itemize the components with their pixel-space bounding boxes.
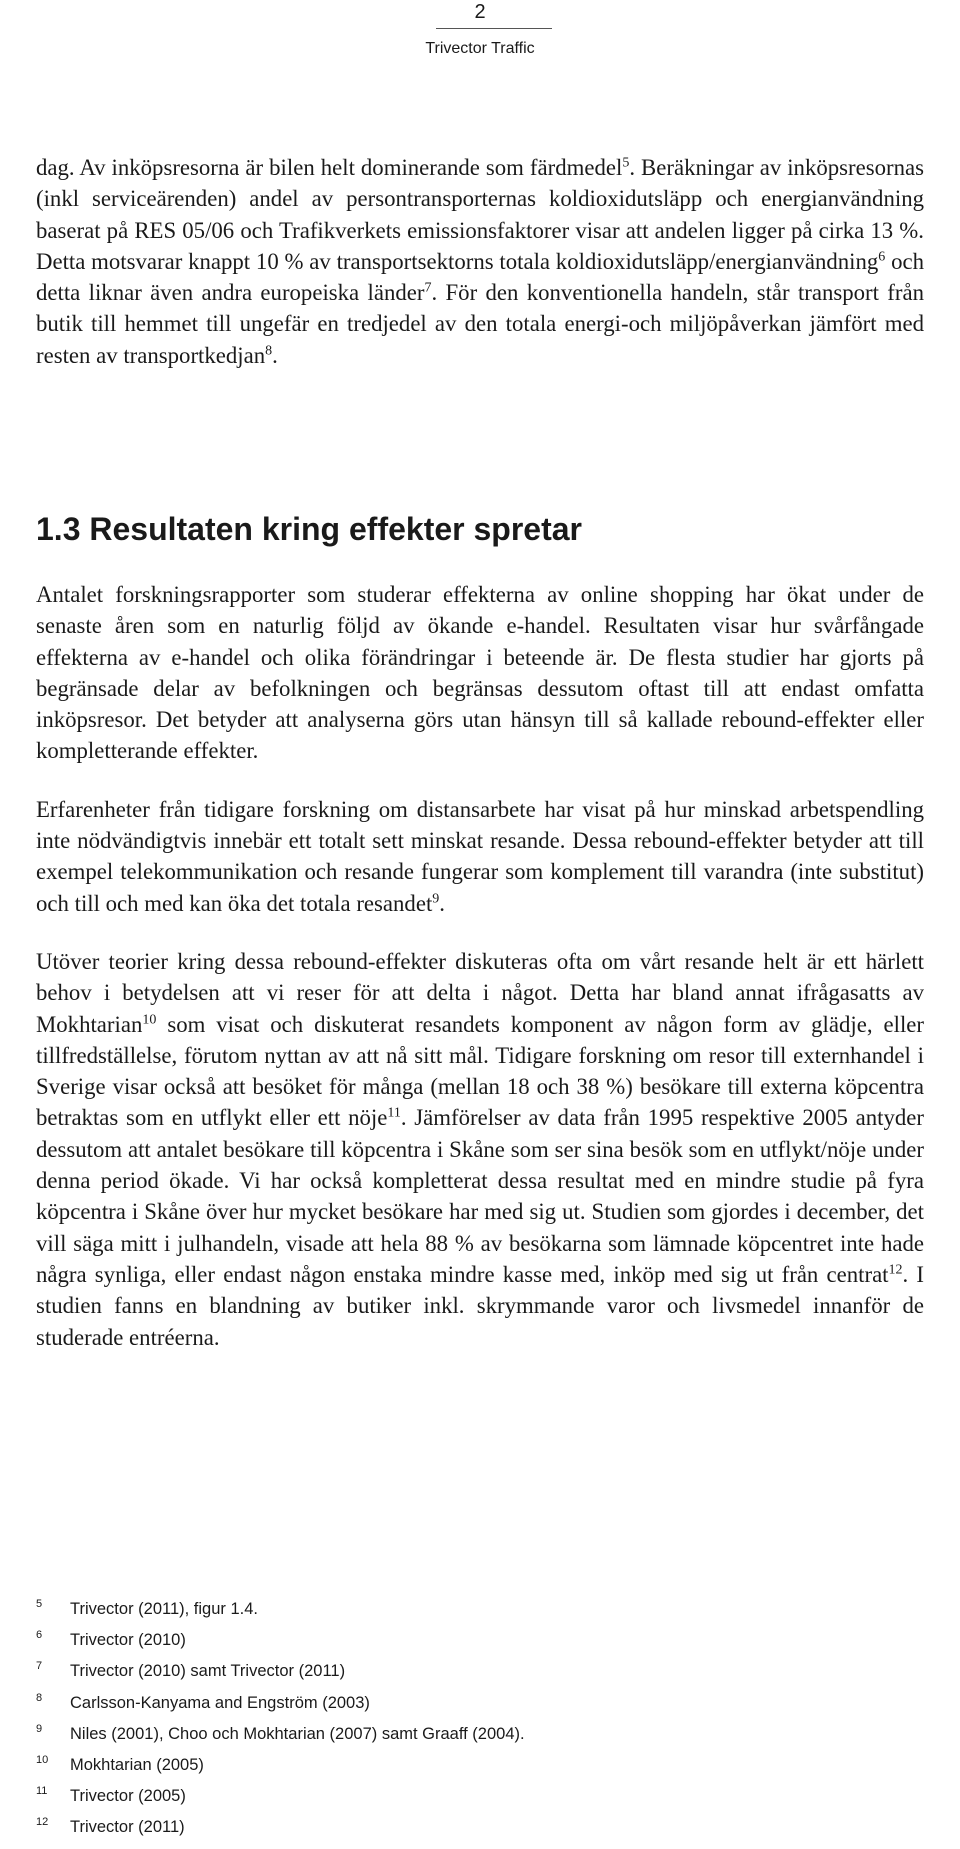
paragraph: Erfarenheter från tidigare forskning om distansarbete har visat på hur minskad arbetspendling inte nödvändigtvis innebär ett totalt sett minskat resande. Dessa rebound-effekter betyder att till exempel telekommunikation och resande fungerar som komplement till varandra (inte substitut) och till och med kan öka det totala resandet$^9$. (36, 796, 924, 916)
footnote (36, 1724, 924, 1755)
section-body (36, 579, 924, 1380)
footnote-number: 12 (36, 1816, 49, 1829)
footnote-ref: 5 (622, 155, 630, 171)
running-head: Trivector Traffic (425, 40, 535, 57)
footnote-number: 7 (36, 1660, 43, 1673)
footnote-text: Trivector (2005) (70, 1787, 186, 1806)
footnote-text: Trivector (2011) (70, 1818, 185, 1837)
footnote-ref: 8 (265, 343, 273, 359)
footnote (36, 1786, 924, 1817)
footnote-ref: 11 (387, 1105, 401, 1121)
paragraph: Utöver teorier kring dessa rebound-effekter diskuteras ofta om vårt resande helt är ett härlett behov i betydelsen att vi reser för att delta i något. Detta har bland annat ifrågasatts av Mokhtarian$^{10}$ som visat och diskuterat resandets komponent av någon form av glädje, eller tillfredställelse, förutom nyttan av att nå sitt mål. Tidigare forskning om resor till externhandel i Sverige visar också att besöket för många (mellan 18 och 38 %) besökare till externa köpcentra betraktas som en utflykt eller ett nöje$^{11}$. Jämförelser av data från 1995 respektive 2005 antyder dessutom att antalet besökare till köpcentra i Skåne som ser sina besök som en utflykt/nöje under denna period ökade. Vi har också kompletterat dessa resultat med en mindre studie på fyra köpcentra i Skåne över hur mycket besökare har med sig ut. Studien som gjordes i december, det vill säga mitt i julhandeln, visade att hela 88 % av besökarna som lämnade köpcentret inte hade några synliga, eller endast någon enstaka mindre kasse med, inköp med sig ut från centrat$^{12}$. I studien fanns en blandning av butiker inkl. skrymmande varor och livsmedel innanför de studerade entréerna. (36, 948, 924, 1350)
footnote-ref: 9 (432, 891, 440, 907)
paragraph: Antalet forskningsrapporter som studerar effekterna av online shopping har ökat under de senaste åren som en naturlig följd av ökande e-handel. Resultaten visar hur svårfångade effekterna av e-handel och olika förändringar i beteende är. De flesta studier har gjorts på begränsade delar av befolkningen och begränsas dessutom oftast till att endast omfatta inköpsresor. Det betyder att analyserna görs utan hänsyn till så kallade rebound-effekter eller kompletterande effekter. (36, 582, 924, 764)
footnote-number: 11 (36, 1785, 48, 1798)
footnote-ref: 7 (424, 280, 432, 296)
header-rule (436, 28, 552, 29)
footnote-text: Trivector (2010) (70, 1631, 186, 1650)
paragraph: dag. Av inköpsresorna är bilen helt dominerande som färdmedel$^5$. Beräkningar av inköpsresornas (inkl serviceärenden) andel av persontransporternas koldioxidutsläpp och energianvändning baserat på RES 05/06 och Trafikverkets emissionsfaktorer visar att andelen ligger på cirka 13 %. Detta motsvarar knappt 10 % av transportsektorns totala koldioxidutsläpp/energianvändning$^6$ och detta liknar även andra europeiska länder$^7$. För den konventionella handeln, står transport från butik till hemmet till ungefär en tredjedel av den totala energi-och miljöpåverkan jämfört med resten av transportkedjan$^8$. (36, 155, 925, 368)
footnote-number: 9 (36, 1722, 43, 1735)
footnote-ref: 6 (878, 249, 886, 265)
section-heading: 1.3 Resultaten kring effekter spretar (36, 511, 582, 547)
footnote-ref: 12 (888, 1262, 903, 1278)
footnote-number: 8 (36, 1691, 43, 1704)
footnote (36, 1755, 924, 1786)
footnote (36, 1661, 924, 1692)
page-number: 2 (474, 1, 486, 23)
footnote-text: Niles (2001), Choo och Mokhtarian (2007) samt Graaff (2004). (70, 1724, 525, 1743)
footnotes (36, 1599, 924, 1849)
footnote (36, 1693, 924, 1724)
footnote (36, 1630, 924, 1661)
footnote-text: Trivector (2010) samt Trivector (2011) (70, 1662, 346, 1681)
footnote-number: 10 (36, 1753, 49, 1766)
footnote-number: 6 (36, 1629, 43, 1642)
footnote-text: Trivector (2011), figur 1.4. (70, 1600, 258, 1618)
intro-text (36, 152, 924, 371)
footnote-text: Mokhtarian (2005) (70, 1755, 204, 1774)
footnote-ref: 10 (142, 1011, 157, 1027)
footnote (36, 1817, 924, 1848)
footnote (36, 1599, 924, 1630)
footnote-number: 5 (36, 1598, 43, 1610)
footnote-text: Carlsson-Kanyama and Engström (2003) (70, 1693, 370, 1712)
